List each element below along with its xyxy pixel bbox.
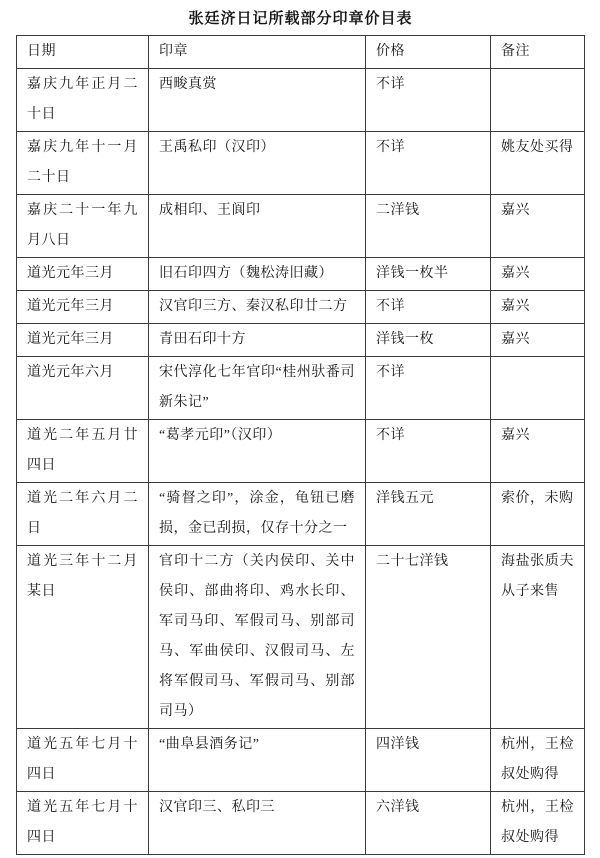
cell-date: 道光五年七月十四日 bbox=[17, 729, 149, 792]
cell-price: 不详 bbox=[366, 291, 491, 324]
cell-seal: “葛孝元印”（汉印） bbox=[149, 420, 366, 483]
cell-date: 嘉庆九年正月二十日 bbox=[17, 69, 149, 132]
cell-price: 不详 bbox=[366, 69, 491, 132]
cell-price: 二十七洋钱 bbox=[366, 546, 491, 729]
cell-date: 道光三年十二月某日 bbox=[17, 546, 149, 729]
cell-date: 道光元年六月 bbox=[17, 357, 149, 420]
table-row bbox=[17, 357, 585, 420]
cell-note bbox=[491, 69, 585, 132]
cell-price: 不详 bbox=[366, 420, 491, 483]
cell-note: 杭州，王检叔处购得 bbox=[491, 729, 585, 792]
cell-price: 四洋钱 bbox=[366, 729, 491, 792]
cell-seal: “骑督之印”，涂金，龟钮已磨损，金已刮损，仅存十分之一 bbox=[149, 483, 366, 546]
cell-seal: 西畯真赏 bbox=[149, 69, 366, 132]
table-row bbox=[17, 258, 585, 291]
cell-price: 不详 bbox=[366, 132, 491, 195]
cell-date: 道光二年五月廿四日 bbox=[17, 420, 149, 483]
table-row bbox=[17, 792, 585, 855]
cell-date: 道光五年七月十四日 bbox=[17, 792, 149, 855]
cell-price: 洋钱一枚 bbox=[366, 324, 491, 357]
cell-note: 嘉兴 bbox=[491, 195, 585, 258]
cell-seal: 汉官印三、私印三 bbox=[149, 792, 366, 855]
cell-seal: 旧石印四方（魏松涛旧藏） bbox=[149, 258, 366, 291]
cell-price: 不详 bbox=[366, 357, 491, 420]
cell-note: 姚友处买得 bbox=[491, 132, 585, 195]
table-row bbox=[17, 324, 585, 357]
header-cell: 价格 bbox=[366, 36, 491, 69]
table-row bbox=[17, 546, 585, 729]
cell-price: 洋钱五元 bbox=[366, 483, 491, 546]
seal-price-table bbox=[16, 35, 585, 855]
cell-date: 道光元年三月 bbox=[17, 324, 149, 357]
cell-price: 洋钱一枚半 bbox=[366, 258, 491, 291]
cell-seal: “曲阜县酒务记” bbox=[149, 729, 366, 792]
cell-seal: 汉官印三方、秦汉私印廿二方 bbox=[149, 291, 366, 324]
cell-price: 二洋钱 bbox=[366, 195, 491, 258]
table-row bbox=[17, 483, 585, 546]
page-title: 张廷济日记所载部分印章价目表 bbox=[188, 11, 413, 27]
table-row bbox=[17, 195, 585, 258]
cell-date: 道光元年三月 bbox=[17, 258, 149, 291]
cell-note: 海盐张质夫从子来售 bbox=[491, 546, 585, 729]
cell-note bbox=[491, 357, 585, 420]
cell-note: 嘉兴 bbox=[491, 258, 585, 291]
cell-note: 嘉兴 bbox=[491, 324, 585, 357]
cell-seal: 宋代淳化七年官印“桂州驮番司新朱记” bbox=[149, 357, 366, 420]
cell-date: 嘉庆九年十一月二十日 bbox=[17, 132, 149, 195]
header-cell: 印章 bbox=[149, 36, 366, 69]
cell-seal: 青田石印十方 bbox=[149, 324, 366, 357]
cell-note: 嘉兴 bbox=[491, 420, 585, 483]
table-body bbox=[17, 69, 585, 855]
header-cell: 备注 bbox=[491, 36, 585, 69]
table-row bbox=[17, 132, 585, 195]
cell-seal: 官印十二方（关内侯印、关中侯印、部曲将印、鸡水长印、军司马印、军假司马、别部司马、军曲侯印、汉假司马、左将军假司马、军假司马、别部司马） bbox=[149, 546, 366, 729]
table-row bbox=[17, 69, 585, 132]
cell-seal: 王禹私印（汉印） bbox=[149, 132, 366, 195]
cell-date: 道光二年六月二日 bbox=[17, 483, 149, 546]
table-row bbox=[17, 291, 585, 324]
cell-note: 索价，未购 bbox=[491, 483, 585, 546]
table-row bbox=[17, 420, 585, 483]
table-header-row bbox=[17, 36, 585, 69]
cell-price: 六洋钱 bbox=[366, 792, 491, 855]
cell-seal: 成相印、王阆印 bbox=[149, 195, 366, 258]
table-row bbox=[17, 729, 585, 792]
cell-note: 杭州，王检叔处购得 bbox=[491, 792, 585, 855]
cell-note: 嘉兴 bbox=[491, 291, 585, 324]
header-cell: 日期 bbox=[17, 36, 149, 69]
cell-date: 嘉庆二十一年九月八日 bbox=[17, 195, 149, 258]
cell-date: 道光元年三月 bbox=[17, 291, 149, 324]
